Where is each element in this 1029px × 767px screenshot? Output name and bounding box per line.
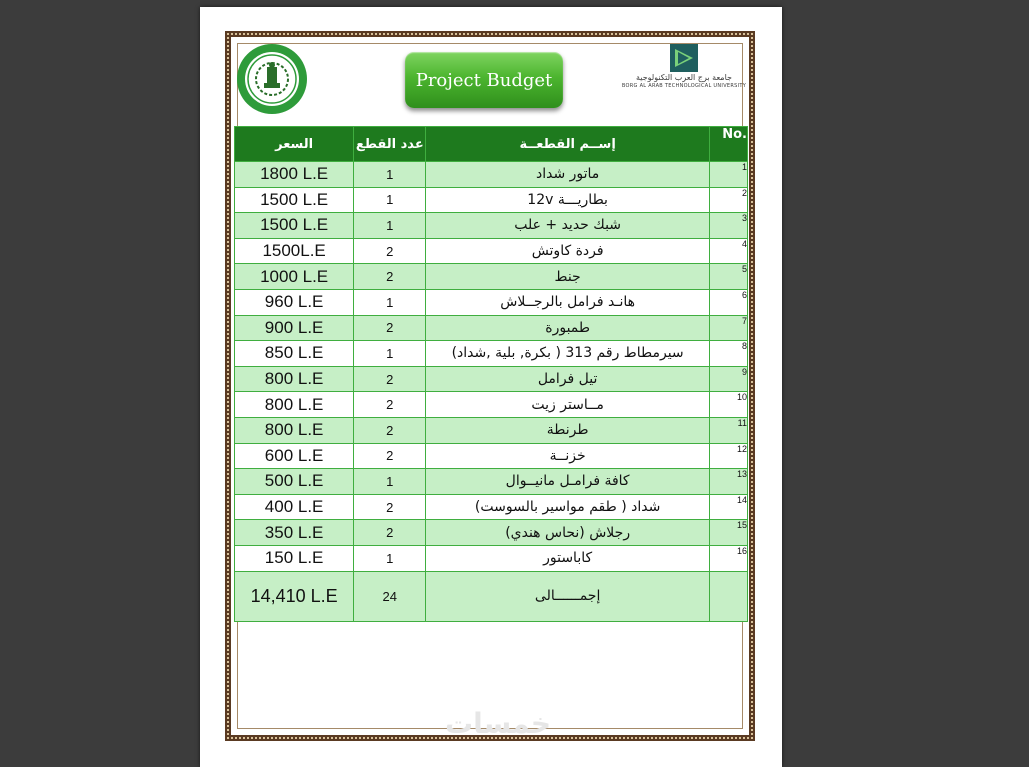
row-price: 1500 L.E	[235, 187, 354, 213]
row-qty: 1	[354, 187, 426, 213]
row-number: 10	[709, 392, 747, 418]
table-row	[235, 520, 748, 546]
row-qty: 2	[354, 264, 426, 290]
row-price: 850 L.E	[235, 341, 354, 367]
row-price: 1000 L.E	[235, 264, 354, 290]
budget-table	[234, 126, 748, 622]
row-qty: 2	[354, 366, 426, 392]
row-number: 13	[709, 469, 747, 495]
total-price: 14,410 L.E	[235, 571, 354, 621]
row-qty: 2	[354, 520, 426, 546]
table-row	[235, 213, 748, 239]
table-row	[235, 417, 748, 443]
row-name: فردة كاوتش	[426, 238, 710, 264]
row-qty: 1	[354, 545, 426, 571]
row-qty: 2	[354, 443, 426, 469]
table-row	[235, 366, 748, 392]
row-name: رجلاش (نحاس هندي)	[426, 520, 710, 546]
total-label: إجمــــــالى	[426, 571, 710, 621]
row-price: 960 L.E	[235, 289, 354, 315]
row-number: 16	[709, 545, 747, 571]
row-price: 800 L.E	[235, 366, 354, 392]
row-number: 3	[709, 213, 747, 239]
row-price: 600 L.E	[235, 443, 354, 469]
university-name-arabic: جامعة برج العرب التكنولوجية	[636, 73, 732, 82]
watermark-text: خمسات	[445, 707, 552, 740]
row-number: 15	[709, 520, 747, 546]
row-name: طرنطة	[426, 417, 710, 443]
row-price: 800 L.E	[235, 417, 354, 443]
row-number: 9	[709, 366, 747, 392]
row-qty: 1	[354, 162, 426, 188]
no-column-header: No.	[709, 127, 747, 162]
row-name: ماتور شداد	[426, 162, 710, 188]
row-number: 8	[709, 341, 747, 367]
table-row	[235, 392, 748, 418]
row-price: 150 L.E	[235, 545, 354, 571]
table-row	[235, 289, 748, 315]
row-qty: 2	[354, 494, 426, 520]
row-price: 1800 L.E	[235, 162, 354, 188]
row-name: خزنــة	[426, 443, 710, 469]
table-header-row	[235, 127, 748, 162]
row-number: 1	[709, 162, 747, 188]
total-number-cell	[709, 571, 747, 621]
row-qty: 1	[354, 213, 426, 239]
table-row	[235, 341, 748, 367]
qty-column-header: عدد القطع	[354, 127, 426, 162]
total-qty: 24	[354, 571, 426, 621]
row-qty: 2	[354, 315, 426, 341]
table-row	[235, 469, 748, 495]
table-row	[235, 315, 748, 341]
row-number: 12	[709, 443, 747, 469]
row-price: 900 L.E	[235, 315, 354, 341]
table-row	[235, 187, 748, 213]
row-name: كافة فرامـل مانيــوال	[426, 469, 710, 495]
table-row	[235, 264, 748, 290]
total-row	[235, 571, 748, 621]
row-name: شبك حديد + علب	[426, 213, 710, 239]
row-name: بطاريـــة 12v	[426, 187, 710, 213]
row-qty: 1	[354, 469, 426, 495]
row-qty: 2	[354, 417, 426, 443]
university-name-english: BORG AL ARAB TECHNOLOGICAL UNIVERSITY	[621, 83, 747, 89]
row-number: 6	[709, 289, 747, 315]
row-name: شداد ( طقم مواسير بالسوست)	[426, 494, 710, 520]
row-name: جنط	[426, 264, 710, 290]
row-number: 11	[709, 417, 747, 443]
row-number: 2	[709, 187, 747, 213]
row-qty: 1	[354, 341, 426, 367]
row-price: 400 L.E	[235, 494, 354, 520]
row-name: كاباستور	[426, 545, 710, 571]
row-name: طمبورة	[426, 315, 710, 341]
table-row	[235, 162, 748, 188]
row-qty: 2	[354, 392, 426, 418]
row-qty: 2	[354, 238, 426, 264]
row-price: 500 L.E	[235, 469, 354, 495]
row-name: سيرمطاط رقم 313 ( بكرة, بلية ,شداد)	[426, 341, 710, 367]
document-page	[200, 7, 782, 767]
table-row	[235, 545, 748, 571]
row-number: 5	[709, 264, 747, 290]
row-qty: 1	[354, 289, 426, 315]
row-price: 1500L.E	[235, 238, 354, 264]
row-price: 800 L.E	[235, 392, 354, 418]
table-row	[235, 494, 748, 520]
row-name: مــاستر زيت	[426, 392, 710, 418]
name-column-header: إســم القطعــة	[426, 127, 710, 162]
row-number: 7	[709, 315, 747, 341]
table-row	[235, 238, 748, 264]
table-row	[235, 443, 748, 469]
row-name: تيل فرامل	[426, 366, 710, 392]
university-logo	[618, 43, 750, 99]
row-name: هانـد فرامل بالرجــلاش	[426, 289, 710, 315]
university-mark-icon	[669, 43, 699, 73]
row-price: 1500 L.E	[235, 213, 354, 239]
project-budget-title: Project Budget	[405, 52, 563, 108]
row-price: 350 L.E	[235, 520, 354, 546]
row-number: 4	[709, 238, 747, 264]
university-seal-logo	[236, 43, 308, 115]
row-number: 14	[709, 494, 747, 520]
price-column-header: السعر	[235, 127, 354, 162]
